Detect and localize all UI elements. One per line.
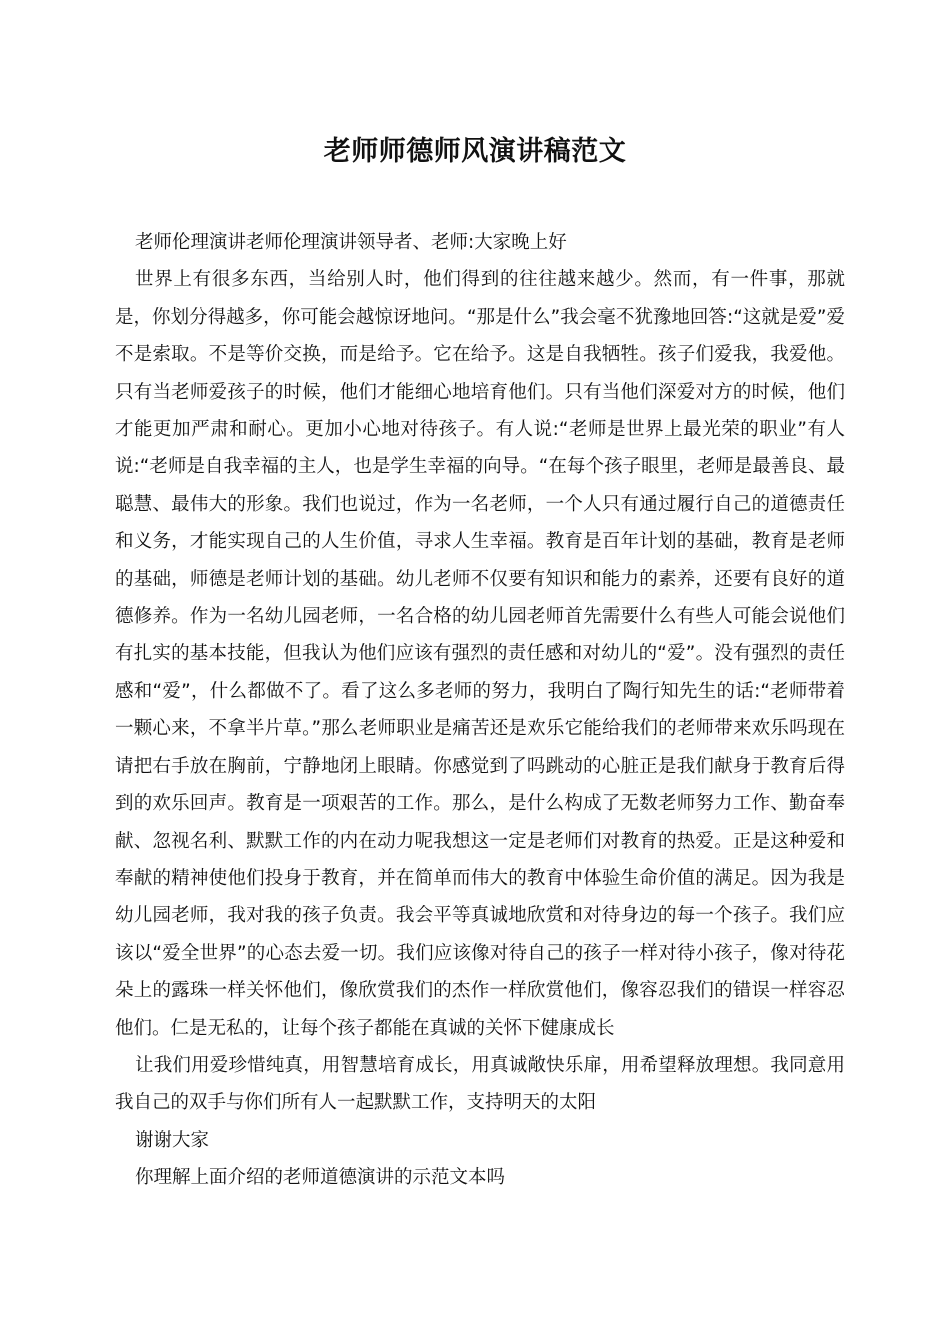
paragraph-closing: 让我们用爱珍惜纯真，用智慧培育成长，用真诚敞快乐扉，用希望释放理想。我同意用我自己的双手与你们所有人一起默默工作，支持明天的太阳 <box>115 1054 845 1114</box>
paragraph-greeting: 老师伦理演讲老师伦理演讲领导者、老师:大家晚上好 <box>135 232 567 253</box>
paragraph-question: 你理解上面介绍的老师道德演讲的示范文本吗 <box>135 1167 506 1189</box>
document-title: 老师师德师风演讲稿范文 <box>323 136 627 167</box>
paragraph-main: 世界上有很多东西，当给别人时，他们得到的往往越来越少。然而，有一件事，那就是，你划分得越多，你可能会越惊讶地问。“那是什么”我会毫不犹豫地回答:“这就是爱”爱不是索取。不是等价交换，而是给予。它在给予。这是自我牺牲。孩子们爱我，我爱他。只有当老师爱孩子的时候，他们才能细心地培育他们。只有当他们深爱对方的时候，他们才能更加严肃和耐心。更加小心地对待孩子。有人说:“老师是世界上最光荣的职业”有人说:“老师是自我幸福的主人，也是学生幸福的向导。“在每个孩子眼里，老师是最善良、最聪慧、最伟大的形象。我们也说过，作为一名老师，一个人只有通过履行自己的道德责任和义务，才能实现自己的人生价值，寻求人生幸福。教育是百年计划的基础，教育是老师的基础，师德是老师计划的基础。幼儿老师不仅要有知识和能力的素养，还要有良好的道德修养。作为一名幼儿园老师，一名合格的幼儿园老师首先需要什么有些人可能会说他们有扎实的基本技能，但我认为他们应该有强烈的责任感和对幼儿的“爱”。没有强烈的责任感和“爱”，什么都做不了。看了这么多老师的努力，我明白了陶行知先生的话:“老师带着一颗心来，不拿半片草。”那么老师职业是痛苦还是欢乐它能给我们的老师带来欢乐吗现在请把右手放在胸前，宁静地闭上眼睛。你感觉到了吗跳动的心脏正是我们献身于教育后得到的欢乐回声。教育是一项艰苦的工作。那么，是什么构成了无数老师努力工作、勤奋奉献、忽视名利、默默工作的内在动力呢我想这一定是老师们对教育的热爱。正是这种爱和奉献的精神使他们投身于教育，并在简单而伟大的教育中体验生命价值的满足。因为我是幼儿园老师，我对我的孩子负责。我会平等真诚地欣赏和对待身边的每一个孩子。我们应该以“爱全世界”的心态去爱一切。我们应该像对待自己的孩子一样对待小孩子，像对待花朵上的露珠一样关怀他们，像欣赏我们的杰作一样欣赏他们，像容忍我们的错误一样容忍他们。仁是无私的，让每个孩子都能在真诚的关怀下健康成长 <box>115 269 845 1039</box>
document-body <box>115 224 845 1197</box>
paragraph-thanks: 谢谢大家 <box>135 1129 210 1151</box>
